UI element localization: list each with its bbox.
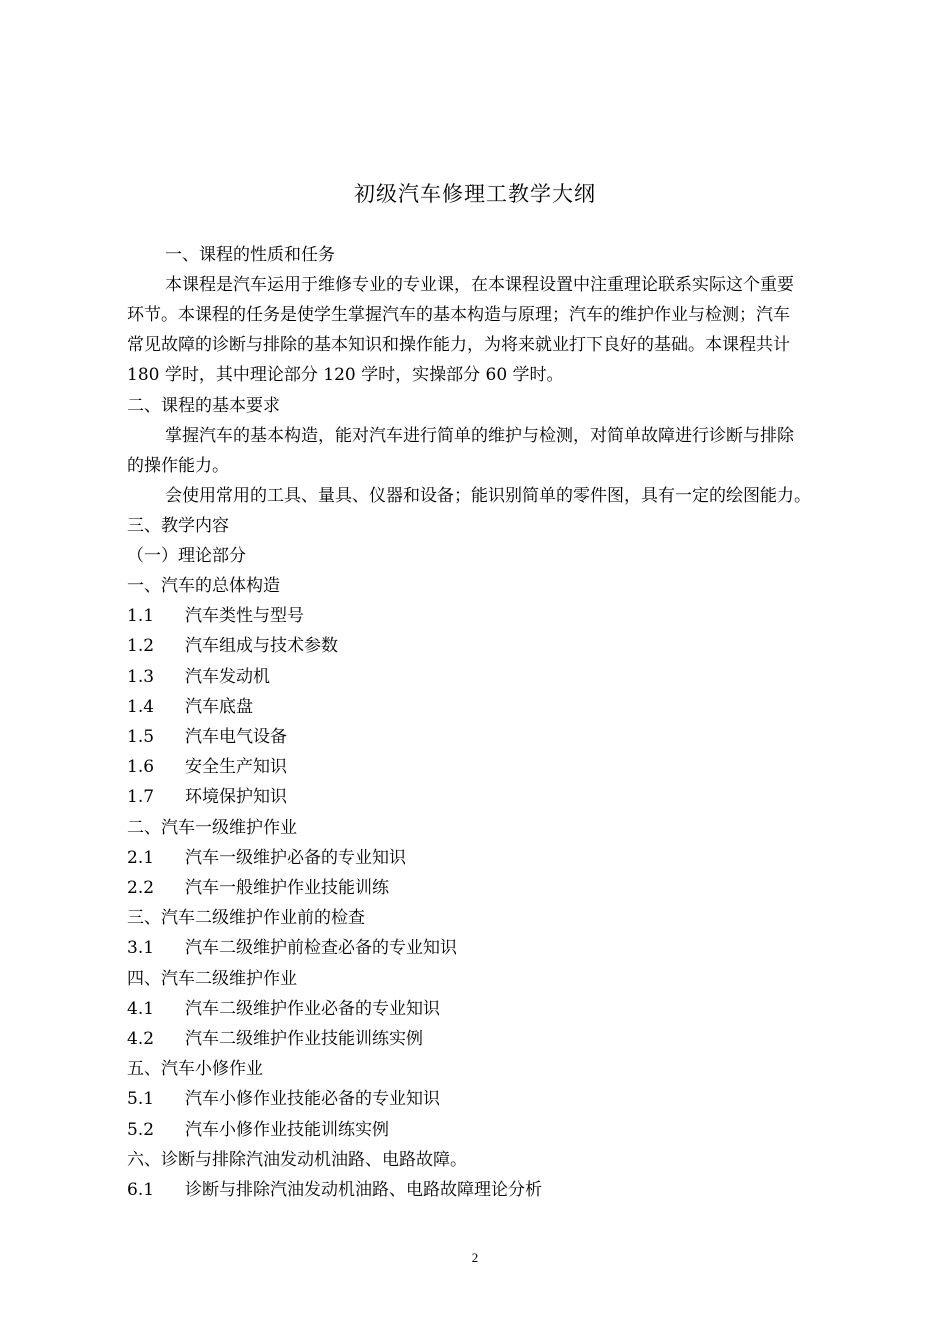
- paragraph-line: 会使用常用的工具、量具、仪器和设备；能识别简单的零件图，具有一定的绘图能力。: [165, 486, 811, 506]
- outline-item-number: 1.6: [127, 757, 155, 777]
- section-heading-nature: 一、课程的性质和任务: [165, 245, 335, 265]
- outline-item-text: 汽车一般维护作业技能训练: [185, 878, 389, 898]
- outline-item: [127, 662, 867, 692]
- outline-item-text: 汽车二级维护前检查必备的专业知识: [185, 938, 457, 958]
- outline-heading: 五、汽车小修作业: [127, 1059, 263, 1079]
- paragraph-line: 常见故障的诊断与排除的基本知识和操作能力，为将来就业打下良好的基础。本课程共计: [127, 335, 790, 355]
- outline-heading: 三、汽车二级维护作业前的检查: [127, 908, 365, 928]
- paragraph-line: 环节。本课程的任务是使学生掌握汽车的基本构造与原理；汽车的维护作业与检测；汽车: [127, 305, 790, 325]
- outline-item-number: 3.1: [127, 938, 155, 958]
- part-heading-theory: （一）理论部分: [127, 546, 246, 566]
- outline-item-number: 1.1: [127, 606, 155, 626]
- outline-item: [127, 782, 867, 812]
- outline-item: [127, 1084, 867, 1114]
- outline-item: [127, 1115, 867, 1145]
- outline-item-number: 6.1: [127, 1180, 155, 1200]
- outline-item: [127, 843, 867, 873]
- outline-item-text: 汽车发动机: [185, 667, 270, 687]
- outline-item: [127, 722, 867, 752]
- outline-item: [127, 752, 867, 782]
- outline-heading: 一、汽车的总体构造: [127, 576, 280, 596]
- outline-item-number: 5.2: [127, 1120, 155, 1140]
- outline-item-text: 汽车二级维护作业必备的专业知识: [185, 999, 440, 1019]
- outline-item-number: 1.5: [127, 727, 155, 747]
- outline-item-text: 汽车小修作业技能训练实例: [185, 1120, 389, 1140]
- outline-item-text: 汽车组成与技术参数: [185, 636, 338, 656]
- paragraph-line: 本课程是汽车运用于维修专业的专业课，在本课程设置中注重理论联系实际这个重要: [165, 275, 794, 295]
- outline-item-number: 1.3: [127, 667, 155, 687]
- outline-heading: 二、汽车一级维护作业: [127, 818, 297, 838]
- outline-item: [127, 692, 867, 722]
- outline-item: [127, 601, 867, 631]
- outline-item-text: 环境保护知识: [185, 787, 287, 807]
- outline-item: [127, 1024, 867, 1054]
- outline-item-text: 汽车类性与型号: [185, 606, 304, 626]
- outline-item-number: 2.1: [127, 848, 155, 868]
- outline-heading: 六、诊断与排除汽油发动机油路、电路故障。: [127, 1150, 467, 1170]
- outline-item: [127, 1175, 867, 1205]
- paragraph-line: 180 学时，其中理论部分 120 学时，实操部分 60 学时。: [127, 365, 564, 385]
- section-heading-content: 三、教学内容: [127, 516, 229, 536]
- outline-item: [127, 873, 867, 903]
- outline-item: [127, 933, 867, 963]
- outline-item-number: 2.2: [127, 878, 155, 898]
- outline-item-number: 1.4: [127, 697, 155, 717]
- page-number: 2: [471, 1250, 479, 1265]
- paragraph-line: 掌握汽车的基本构造，能对汽车进行简单的维护与检测，对简单故障进行诊断与排除: [165, 426, 794, 446]
- outline-item-number: 1.2: [127, 636, 155, 656]
- outline-item-text: 安全生产知识: [185, 757, 287, 777]
- outline-item-text: 汽车小修作业技能必备的专业知识: [185, 1089, 440, 1109]
- outline-item-text: 诊断与排除汽油发动机油路、电路故障理论分析: [185, 1180, 542, 1200]
- outline-item-text: 汽车底盘: [185, 697, 253, 717]
- outline-item: [127, 994, 867, 1024]
- outline-item-number: 1.7: [127, 787, 155, 807]
- outline-item-number: 4.1: [127, 999, 155, 1019]
- document-title: 初级汽车修理工教学大纲: [354, 182, 596, 206]
- outline-item-text: 汽车二级维护作业技能训练实例: [185, 1029, 423, 1049]
- outline-item-number: 5.1: [127, 1089, 155, 1109]
- outline-item-text: 汽车电气设备: [185, 727, 287, 747]
- paragraph-line: 的操作能力。: [127, 456, 229, 476]
- section-heading-requirements: 二、课程的基本要求: [127, 396, 280, 416]
- outline-heading: 四、汽车二级维护作业: [127, 969, 297, 989]
- outline-item: [127, 631, 867, 661]
- outline-item-text: 汽车一级维护必备的专业知识: [185, 848, 406, 868]
- outline-item-number: 4.2: [127, 1029, 155, 1049]
